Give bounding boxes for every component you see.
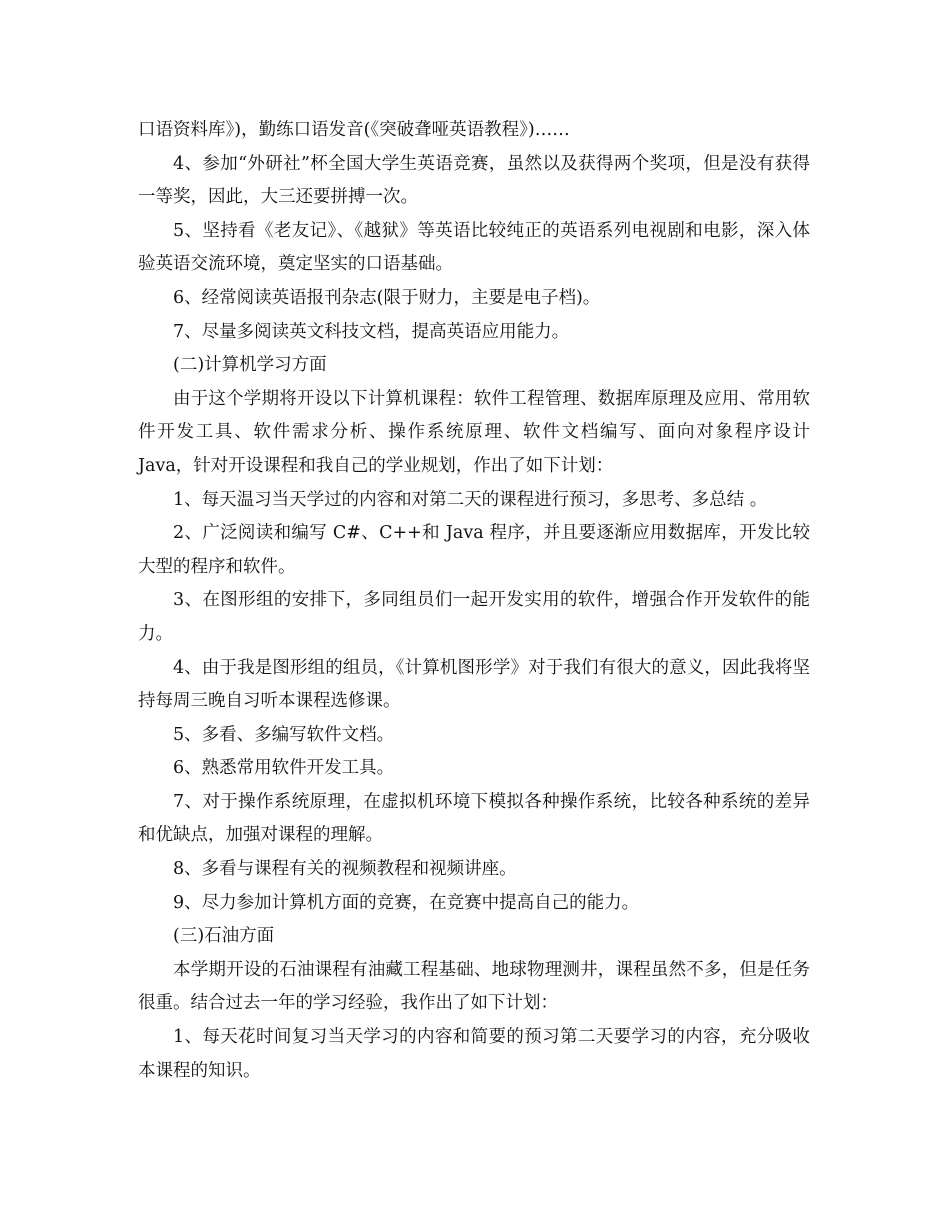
paragraph: 1、每天花时间复习当天学习的内容和简要的预习第二天要学习的内容，充分吸收本课程的知识。 <box>138 1027 810 1081</box>
paragraph: 本学期开设的石油课程有油藏工程基础、地球物理测井，课程虽然不多，但是任务很重。结合过去一年的学习经验，我作出了如下计划： <box>138 959 810 1014</box>
section-heading: (二)计算机学习方面 <box>173 355 327 376</box>
paragraph: 7、尽量多阅读英文科技文档，提高英语应用能力。 <box>173 321 570 342</box>
paragraph: 8、多看与课程有关的视频教程和视频讲座。 <box>173 859 517 880</box>
paragraph: 2、广泛阅读和编写 C#、C++和 Java 程序，并且要逐渐应用数据库，开发比较大型的程序和软件。 <box>138 523 810 577</box>
paragraph: 口语资料库》)，勤练口语发音(《突破聋哑英语教程》)…… <box>138 120 570 140</box>
paragraph: 4、参加“外研社”杯全国大学生英语竞赛，虽然以及获得两个奖项，但是没有获得一等奖，因此，大三还要拼搏一次。 <box>138 153 810 208</box>
paragraph: 6、熟悉常用软件开发工具。 <box>173 758 395 779</box>
section-heading: (三)石油方面 <box>173 926 275 947</box>
paragraph: 1、每天温习当天学过的内容和对第二天的课程进行预习，多思考、多总结 。 <box>173 489 768 510</box>
paragraph: 7、对于操作系统原理，在虚拟机环境下模拟各种操作系统，比较各种系统的差异和优缺点，加强对课程的理解。 <box>138 791 810 846</box>
paragraph: 3、在图形组的安排下，多同组员们一起开发实用的软件，增强合作开发软件的能力。 <box>138 590 810 644</box>
paragraph: 5、坚持看《老友记》、《越狱》等英语比较纯正的英语系列电视剧和电影，深入体验英语交流环境，奠定坚实的口语基础。 <box>138 220 810 275</box>
paragraph: 4、由于我是图形组的组员，《计算机图形学》对于我们有很大的意义，因此我将坚持每周三晚自习听本课程选修课。 <box>138 657 810 712</box>
paragraph: 由于这个学期将开设以下计算机课程：软件工程管理、数据库原理及应用、常用软件开发工具、软件需求分析、操作系统原理、软件文档编写、面向对象程序设计 Java，针对开设课程和我自己的学业规划，作出了如下计划： <box>138 388 810 476</box>
paragraph: 5、多看、多编写软件文档。 <box>173 724 395 745</box>
document-body <box>138 114 810 1088</box>
paragraph: 6、经常阅读英语报刊杂志(限于财力，主要是电子档)。 <box>173 287 601 308</box>
paragraph: 9、尽力参加计算机方面的竞赛，在竞赛中提高自己的能力。 <box>173 892 640 913</box>
